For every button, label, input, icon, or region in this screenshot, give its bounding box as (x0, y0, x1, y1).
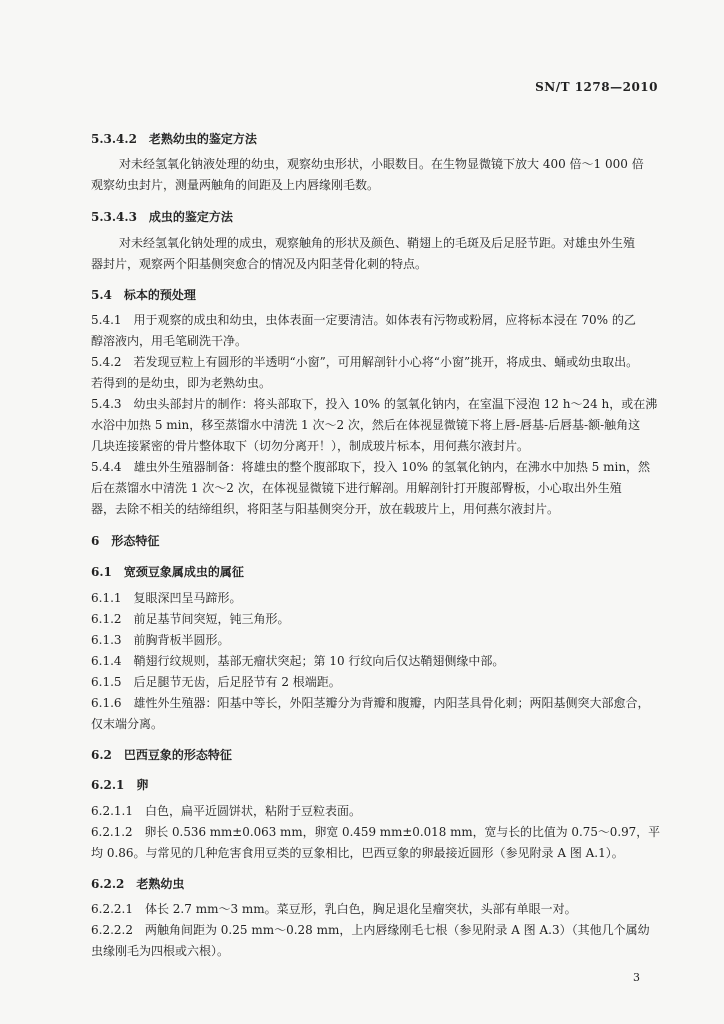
section-5-4-title: 5.4 标本的预处理 (91, 288, 196, 302)
item-5-4-1-line2: 醇溶液内，用毛笔刷洗干净。 (91, 334, 248, 348)
section-6-2-2-title: 6.2.2 老熟幼虫 (91, 877, 185, 891)
item-6-2-1-2-line2: 均 0.86。与常见的几种危害食用豆类的豆象相比，巴西豆象的卵最接近圆形（参见附录 A 图 A.1）。 (91, 846, 624, 860)
item-6-2-2-2-line2: 虫缘刚毛为四根或六根）。 (91, 944, 230, 958)
standard-number: SN/T 1278—2010 (535, 80, 658, 94)
section-6-title: 6 形态特征 (91, 534, 160, 548)
section-5-3-4-3-title: 5.3.4.3 成虫的鉴定方法 (91, 210, 233, 224)
section-6-2-1-title: 6.2.1 卵 (91, 778, 149, 792)
item-5-4-2-line1: 5.4.2 若发现豆粒上有圆形的半透明“小窗”，可用解剖针小心将“小窗”挑开，将成虫、蛹或幼虫取出。 (91, 355, 639, 369)
item-6-1-1: 6.1.1 复眼深凹呈马蹄形。 (91, 591, 242, 605)
item-5-4-2-line2: 若得到的是幼虫，即为老熟幼虫。 (91, 376, 272, 390)
item-6-2-2-1: 6.2.2.1 体长 2.7 mm～3 mm。菜豆形，乳白色，胸足退化呈瘤突状，头部有单眼一对。 (91, 902, 577, 916)
section-6-1-title: 6.1 宽颈豆象属成虫的属征 (91, 565, 244, 579)
item-5-4-4-line1: 5.4.4 雄虫外生殖器制备：将雄虫的整个腹部取下，投入 10% 的氢氧化钠内，在沸水中加热 5 min，然 (91, 460, 651, 474)
item-5-4-3-line1: 5.4.3 幼虫头部封片的制作：将头部取下，投入 10% 的氢氧化钠内，在室温下浸泡 12 h～24 h，或在沸 (91, 397, 658, 411)
item-5-4-4-line2: 后在蒸馏水中清洗 1 次～2 次，在体视显微镜下进行解剖。用解剖针打开腹部臀板，小心取出外生殖 (91, 481, 622, 495)
item-6-1-5: 6.1.5 后足腿节无齿，后足胫节有 2 根端距。 (91, 675, 341, 689)
section-5-3-4-3-text-line2: 器封片，观察两个阳基侧突愈合的情况及内阳茎骨化刺的特点。 (91, 257, 428, 271)
item-6-2-1-2-line1: 6.2.1.2 卵长 0.536 mm±0.063 mm，卵宽 0.459 mm±0.018 mm，宽与长的比值为 0.75～0.97，平 (91, 825, 660, 839)
item-6-1-6-line2: 仅末端分离。 (91, 717, 164, 731)
item-5-4-4-line3: 器，去除不相关的结缔组织，将阳茎与阳基侧突分开，放在载玻片上，用何燕尔液封片。 (91, 502, 560, 516)
item-6-1-2: 6.1.2 前足基节间突短，钝三角形。 (91, 612, 290, 626)
item-5-4-3-line3: 几块连接紧密的骨片整体取下（切勿分离开！），制成玻片标本，用何燕尔液封片。 (91, 439, 530, 453)
section-5-3-4-2-text-line1: 对未经氢氧化钠液处理的幼虫，观察幼虫形状，小眼数目。在生物显微镜下放大 400 倍～1 000 倍 (119, 157, 644, 171)
section-5-3-4-2-text-line2: 观察幼虫封片，测量两触角的间距及上内唇缘刚毛数。 (91, 178, 380, 192)
item-6-1-6-line1: 6.1.6 雄性外生殖器：阳基中等长，外阳茎瓣分为背瓣和腹瓣，内阳茎具骨化刺；两阳基侧突大部愈合， (91, 696, 650, 710)
page-number: 3 (633, 971, 640, 984)
item-5-4-3-line2: 水浴中加热 5 min，移至蒸馏水中清洗 1 次～2 次，然后在体视显微镜下将上唇-唇基-后唇基-额-触角这 (91, 418, 641, 432)
section-6-2-title: 6.2 巴西豆象的形态特征 (91, 748, 232, 762)
section-5-3-4-2-title: 5.3.4.2 老熟幼虫的鉴定方法 (91, 132, 257, 146)
item-6-1-3: 6.1.3 前胸背板半圆形。 (91, 633, 230, 647)
item-6-2-1-1: 6.2.1.1 白色，扁平近圆饼状，粘附于豆粒表面。 (91, 804, 361, 818)
section-5-3-4-3-text-line1: 对未经氢氧化钠处理的成虫，观察触角的形状及颜色、鞘翅上的毛斑及后足胫节距。对雄虫外生殖 (119, 236, 636, 250)
item-6-1-4: 6.1.4 鞘翅行纹规则，基部无瘤状突起；第 10 行纹向后仅达鞘翅侧缘中部。 (91, 654, 505, 668)
item-6-2-2-2-line1: 6.2.2.2 两触角间距为 0.25 mm～0.28 mm，上内唇缘刚毛七根（参见附录 A 图 A.3）（其他几个属幼 (91, 923, 650, 937)
item-5-4-1-line1: 5.4.1 用于观察的成虫和幼虫，虫体表面一定要清洁。如体表有污物或粉屑，应将标本浸在 70% 的乙 (91, 313, 636, 327)
